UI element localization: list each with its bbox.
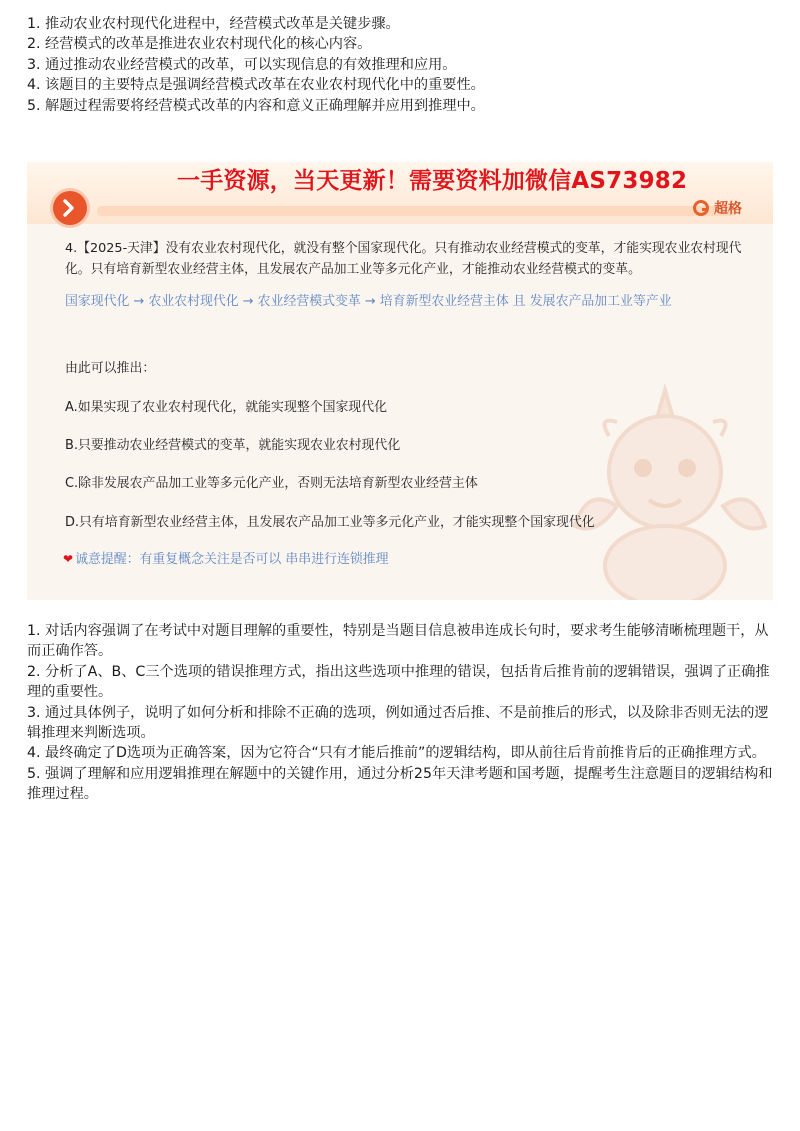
arrow-right-icon bbox=[53, 191, 87, 225]
brand-logo bbox=[693, 197, 742, 219]
summary-list-bottom bbox=[27, 621, 777, 805]
option-c: C.除非发展农产品加工业等多元化产业，否则无法培育新型农业经营主体 bbox=[65, 476, 478, 491]
option-b: B.只要推动农业经营模式的变革，就能实现农业农村现代化 bbox=[65, 438, 401, 453]
list-item: 3. 通过推动农业经营模式的改革，可以实现信息的有效推理和应用。 bbox=[27, 56, 457, 73]
summary-list-top bbox=[27, 14, 777, 116]
list-item: 4. 最终确定了D选项为正确答案，因为它符合“只有才能后推前”的逻辑结构，即从前往后肯前推肯后的正确推理方式。 bbox=[27, 745, 766, 762]
list-item: 2. 分析了A、B、C三个选项的错误推理方式，指出这些选项中推理的错误，包括肯后推肯前的逻辑错误，强调了正确推理的重要性。 bbox=[27, 663, 770, 701]
brand-logo-icon bbox=[693, 200, 709, 216]
deduce-prompt: 由此可以推出： bbox=[65, 361, 156, 376]
embedded-question-screenshot bbox=[27, 162, 773, 600]
heart-icon: ❤ bbox=[63, 552, 74, 566]
screenshot-header bbox=[27, 162, 773, 224]
unicorn-mascot-watermark bbox=[567, 376, 773, 600]
logic-chain: 国家现代化 → 农业农村现代化 → 农业经营模式变革 → 培育新型农业经营主体 且 发展农产品加工业等产业 bbox=[65, 294, 672, 309]
question-text: 4.【2025-天津】没有农业农村现代化，就没有整个国家现代化。只有推动农业经营模式的变革，才能实现农业农村现代化。只有培育新型农业经营主体，且发展农产品加工业等多元化产业，才能推动农业经营模式的变革。 bbox=[65, 241, 742, 277]
list-item: 1. 推动农业农村现代化进程中，经营模式改革是关键步骤。 bbox=[27, 16, 400, 32]
option-a: A.如果实现了农业农村现代化，就能实现整个国家现代化 bbox=[65, 400, 388, 415]
promo-banner-text: 一手资源，当天更新！需要资料加微信AS73982 bbox=[177, 168, 688, 194]
list-item: 5. 解题过程需要将经营模式改革的内容和意义正确理解并应用到推理中。 bbox=[27, 97, 485, 114]
header-divider bbox=[97, 206, 737, 216]
list-item: 5. 强调了理解和应用逻辑推理在解题中的关键作用，通过分析25年天津考题和国考题，提醒考生注意题目的逻辑结构和推理过程。 bbox=[27, 765, 773, 803]
list-item: 4. 该题目的主要特点是强调经营模式改革在农业农村现代化中的重要性。 bbox=[27, 77, 485, 94]
reminder-tip bbox=[63, 548, 389, 567]
list-item: 1. 对话内容强调了在考试中对题目理解的重要性，特别是当题目信息被串连成长句时，要求考生能够清晰梳理题干，从而正确作答。 bbox=[27, 623, 769, 660]
brand-name: 超格 bbox=[714, 201, 742, 217]
list-item: 3. 通过具体例子，说明了如何分析和排除不正确的选项，例如通过否后推、不是前推后的形式，以及除非否则无法的逻辑推理来判断选项。 bbox=[27, 704, 769, 742]
option-d: D.只有培育新型农业经营主体，且发展农产品加工业等多元化产业，才能实现整个国家现代化 bbox=[65, 515, 595, 530]
list-item: 2. 经营模式的改革是推进农业农村现代化的核心内容。 bbox=[27, 36, 372, 53]
reminder-tip-text: 诚意提醒：有重复概念关注是否可以 串串进行连锁推理 bbox=[75, 552, 389, 567]
